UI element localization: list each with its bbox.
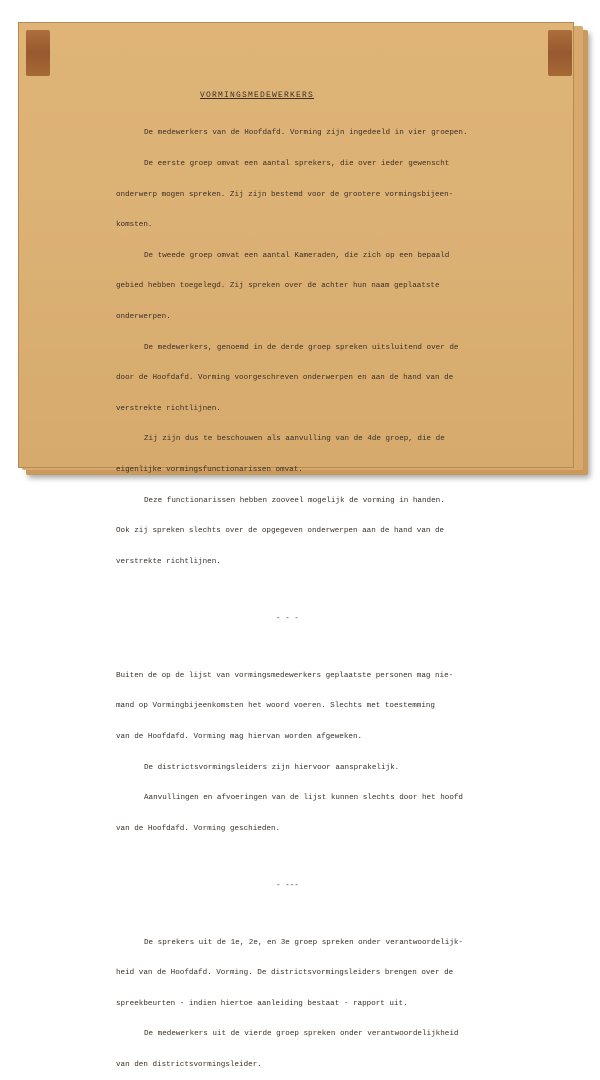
tape-left	[26, 30, 50, 76]
text-line: komsten.	[116, 221, 153, 230]
text-line: onderwerp mogen spreken. Zij zijn bestemd voor de grootere vormingsbijeen-	[116, 190, 454, 199]
text-line: Zij zijn dus te beschouwen als aanvulling van de 4de groep, die de	[144, 435, 445, 444]
text-line: De districtsvormingsleiders zijn hiervoor aansprakelijk.	[144, 763, 400, 772]
tape-right	[548, 30, 572, 76]
text-line: door de Hoofdafd. Vorming voorgeschreven onderwerpen en aan de hand van de	[116, 374, 454, 383]
text-line: onderwerpen.	[116, 312, 171, 321]
text-line: heid van de Hoofdafd. Vorming. De districtsvormingsleiders brengen over de	[116, 969, 454, 978]
text-line: spreekbeurten - indien hiertoe aanleiding bestaat - rapport uit.	[116, 999, 408, 1008]
text-line: gebied hebben toegelegd. Zij spreken over de achter hun naam geplaatste	[116, 282, 440, 291]
document-title: VORMINGSMEDEWERKERS	[200, 91, 315, 100]
text-line: verstrekte richtlijnen.	[116, 557, 221, 566]
text-line: De medewerkers van de Hoofdafd. Vorming zijn ingedeeld in vier groepen.	[144, 129, 468, 138]
text-line: De tweede groep omvat een aantal Kameraden, die zich op een bepaald	[144, 251, 450, 260]
text-line: van de Hoofdafd. Vorming geschieden.	[116, 824, 281, 833]
text-line: van de Hoofdafd. Vorming mag hiervan worden afgeweken.	[116, 732, 363, 741]
text-line: Deze functionarissen hebben zooveel mogelijk de vorming in handen.	[144, 496, 445, 505]
text-line: Buiten de op de lijst van vormingsmedewerkers geplaatste personen mag nie-	[116, 671, 454, 680]
text-line: De sprekers uit de 1e, 2e, en 3e groep spreken onder verantwoordelijk-	[144, 938, 463, 947]
text-line: De medewerkers, genoemd in de derde groep spreken uitsluitend over de	[144, 343, 459, 352]
section-separator: - - -	[276, 614, 299, 623]
text-line: van den districtsvormingsleider.	[116, 1061, 262, 1070]
text-line: eigenlijke vormingsfunctionarissen omvat.	[116, 465, 303, 474]
text-line: Ook zij spreken slechts over de opgegeven onderwerpen aan de hand van de	[116, 527, 445, 536]
text-line: verstrekte richtlijnen.	[116, 404, 221, 413]
document-body	[116, 108, 546, 1080]
text-line: Aanvullingen en afvoeringen van de lijst kunnen slechts door het hoofd	[144, 794, 463, 803]
text-line: mand op Vormingbijeenkomsten het woord voeren. Slechts met toestemming	[116, 702, 435, 711]
text-line: De medewerkers uit de vierde groep spreken onder verantwoordelijkheid	[144, 1030, 459, 1039]
section-separator: - ---	[276, 881, 299, 890]
text-line: De eerste groep omvat een aantal sprekers, die over ieder gewenscht	[144, 160, 450, 168]
